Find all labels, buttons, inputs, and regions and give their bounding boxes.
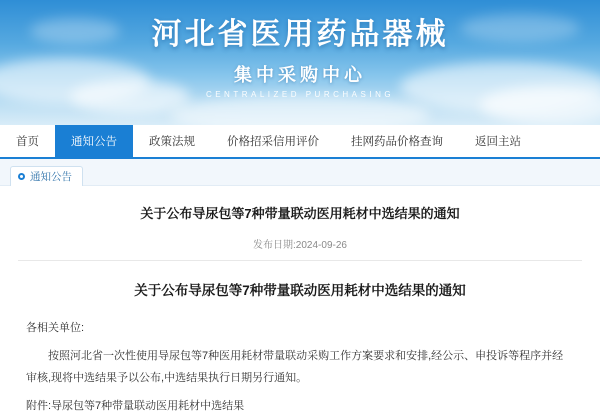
article-card	[0, 186, 600, 417]
site-subtitle: 集中采购中心	[234, 64, 366, 86]
nav-item-credit-evaluation[interactable]: 价格招采信用评价	[227, 136, 319, 148]
article-body	[18, 317, 582, 417]
site-title-english: CENTRALIZED PURCHASING	[205, 89, 395, 99]
nav-item-policies[interactable]: 政策法规	[149, 136, 195, 148]
site-banner	[0, 0, 600, 125]
site-title: 河北省医用药品器械	[151, 17, 449, 52]
breadcrumb-label: 通知公告	[30, 171, 72, 183]
banner-text-group	[0, 0, 600, 99]
article-attachment-line: 附件:导尿包等7种带量联动医用耗材中选结果	[26, 399, 245, 412]
main-navigation	[0, 125, 600, 159]
article-paragraph: 按照河北省一次性使用导尿包等7种医用耗材带量联动采购工作方案要求和安排,经公示、申投诉等程序并经审核,现将中选结果予以公布,中选结果执行日期另行通知。	[26, 349, 564, 384]
article-header-title: 关于公布导尿包等7种带量联动医用耗材中选结果的通知	[140, 206, 460, 221]
breadcrumb	[0, 159, 600, 186]
circle-icon	[18, 173, 25, 180]
article-body-title: 关于公布导尿包等7种带量联动医用耗材中选结果的通知	[134, 282, 466, 298]
breadcrumb-current[interactable]	[10, 166, 83, 186]
nav-item-drug-price-query[interactable]: 挂网药品价格查询	[351, 136, 443, 148]
cloud-decoration-icon	[170, 95, 430, 125]
nav-item-notices[interactable]: 通知公告	[55, 125, 133, 157]
nav-item-back-to-main-site[interactable]: 返回主站	[475, 136, 521, 148]
article-publish-date: 发布日期:2024-09-26	[18, 236, 582, 261]
nav-item-home[interactable]: 首页	[16, 136, 39, 148]
article-paragraph: 各相关单位:	[26, 321, 85, 334]
